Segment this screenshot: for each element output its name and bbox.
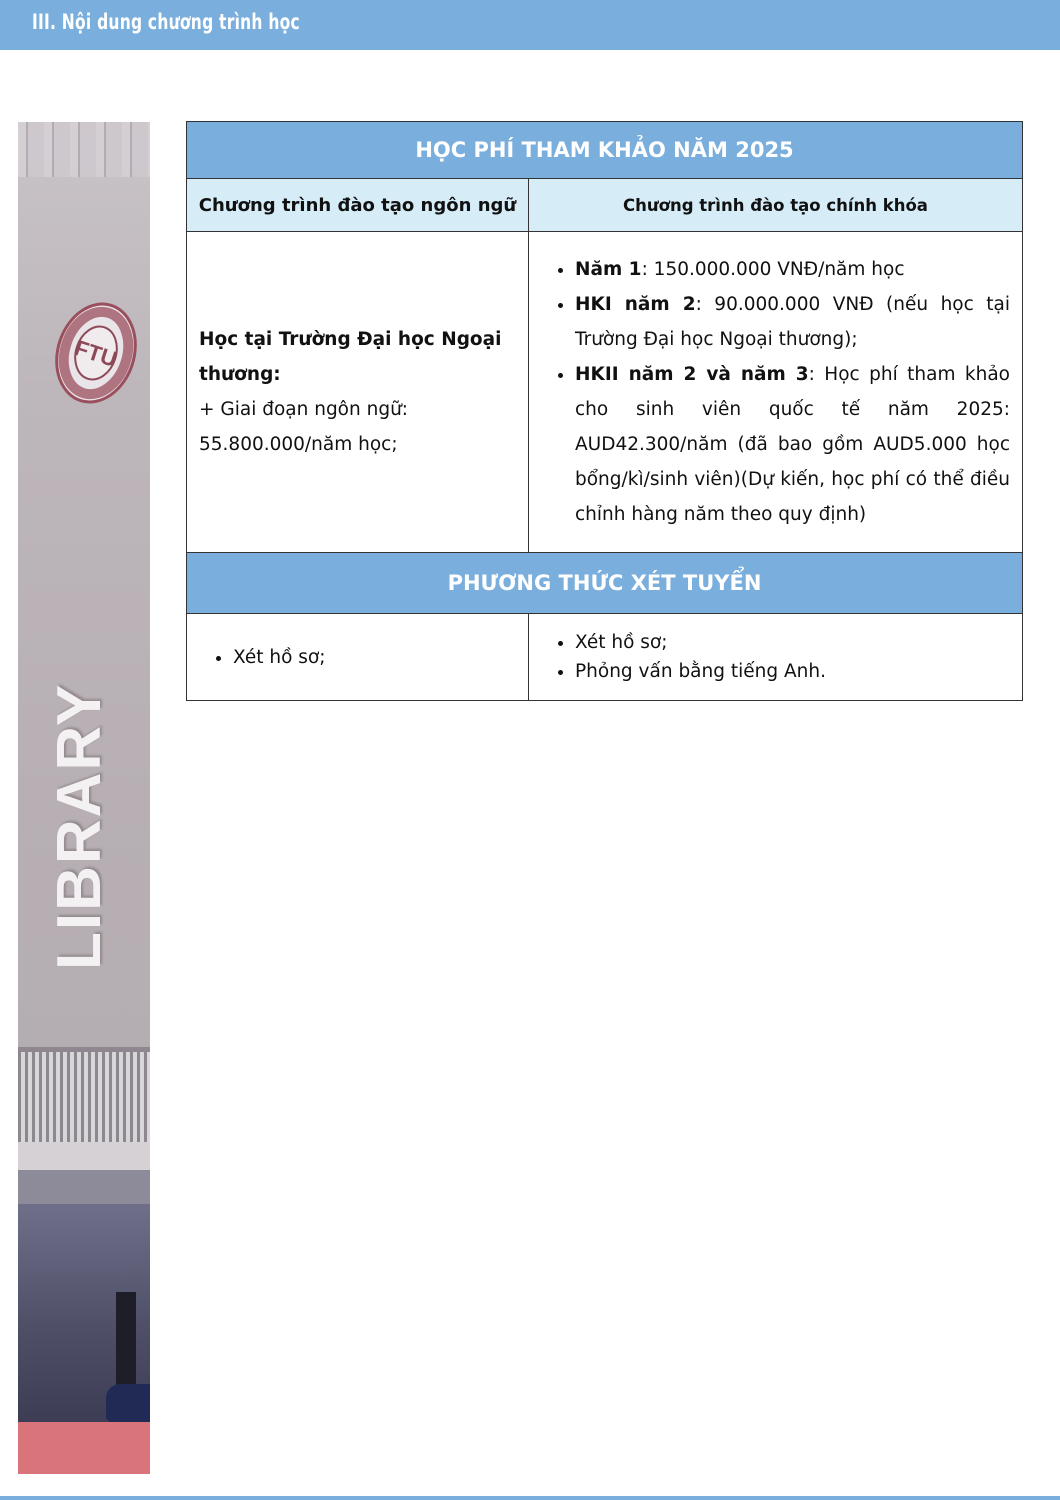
university-seal-icon xyxy=(50,297,142,409)
parked-car xyxy=(106,1384,150,1422)
footer-line xyxy=(0,1496,1060,1500)
col-left-heading: Chương trình đào tạo ngôn ngữ xyxy=(187,179,529,232)
library-sign: LIBRARY xyxy=(45,682,114,970)
fee-location: Học tại Trường Đại học Ngoại thương: xyxy=(199,329,502,385)
ledge-shadow xyxy=(18,1170,150,1204)
building-windows xyxy=(18,122,150,177)
list-item: • Năm 1: 150.000.000 VNĐ/năm học xyxy=(575,252,1010,287)
balcony-railing xyxy=(18,1052,150,1142)
admission-list-left xyxy=(187,643,528,672)
section-title: III. Nội dung chương trình học xyxy=(32,10,300,34)
fee-list xyxy=(529,252,1010,532)
list-item: • Xét hồ sơ; xyxy=(233,643,528,672)
admission-heading: PHƯƠNG THỨC XÉT TUYỂN xyxy=(187,553,1023,614)
col-right-heading: Chương trình đào tạo chính khóa xyxy=(529,179,1023,232)
admission-list-right xyxy=(529,628,1022,686)
svg-text:FTU: FTU xyxy=(71,334,121,372)
list-item: • Xét hồ sơ; xyxy=(575,628,1022,657)
tuition-table xyxy=(186,121,1023,701)
building-ledge xyxy=(18,1142,150,1170)
header-bar xyxy=(0,0,1060,50)
entrance-floor xyxy=(18,1422,150,1474)
library-photo xyxy=(18,122,150,1474)
language-admission xyxy=(187,614,529,701)
main-admission xyxy=(529,614,1023,701)
fee-stage: + Giai đoạn ngôn ngữ: xyxy=(199,399,409,420)
list-item: • HKII năm 2 và năm 3: Học phí tham khảo cho sinh viên quốc tế năm 2025: AUD42.300/năm (đã bao gồm AUD5.000 học bổng/kì/sinh viên)(Dự kiến, học phí có thể điều chỉnh hàng năm theo quy định) xyxy=(575,357,1010,532)
list-item: • HKI năm 2: 90.000.000 VNĐ (nếu học tại Trường Đại học Ngoại thương); xyxy=(575,287,1010,357)
list-item: • Phỏng vấn bằng tiếng Anh. xyxy=(575,657,1022,686)
fee-heading: HỌC PHÍ THAM KHẢO NĂM 2025 xyxy=(187,122,1023,179)
language-program-fee xyxy=(187,232,529,553)
fee-amount: 55.800.000/năm học; xyxy=(199,434,398,455)
main-program-fee xyxy=(529,232,1023,553)
